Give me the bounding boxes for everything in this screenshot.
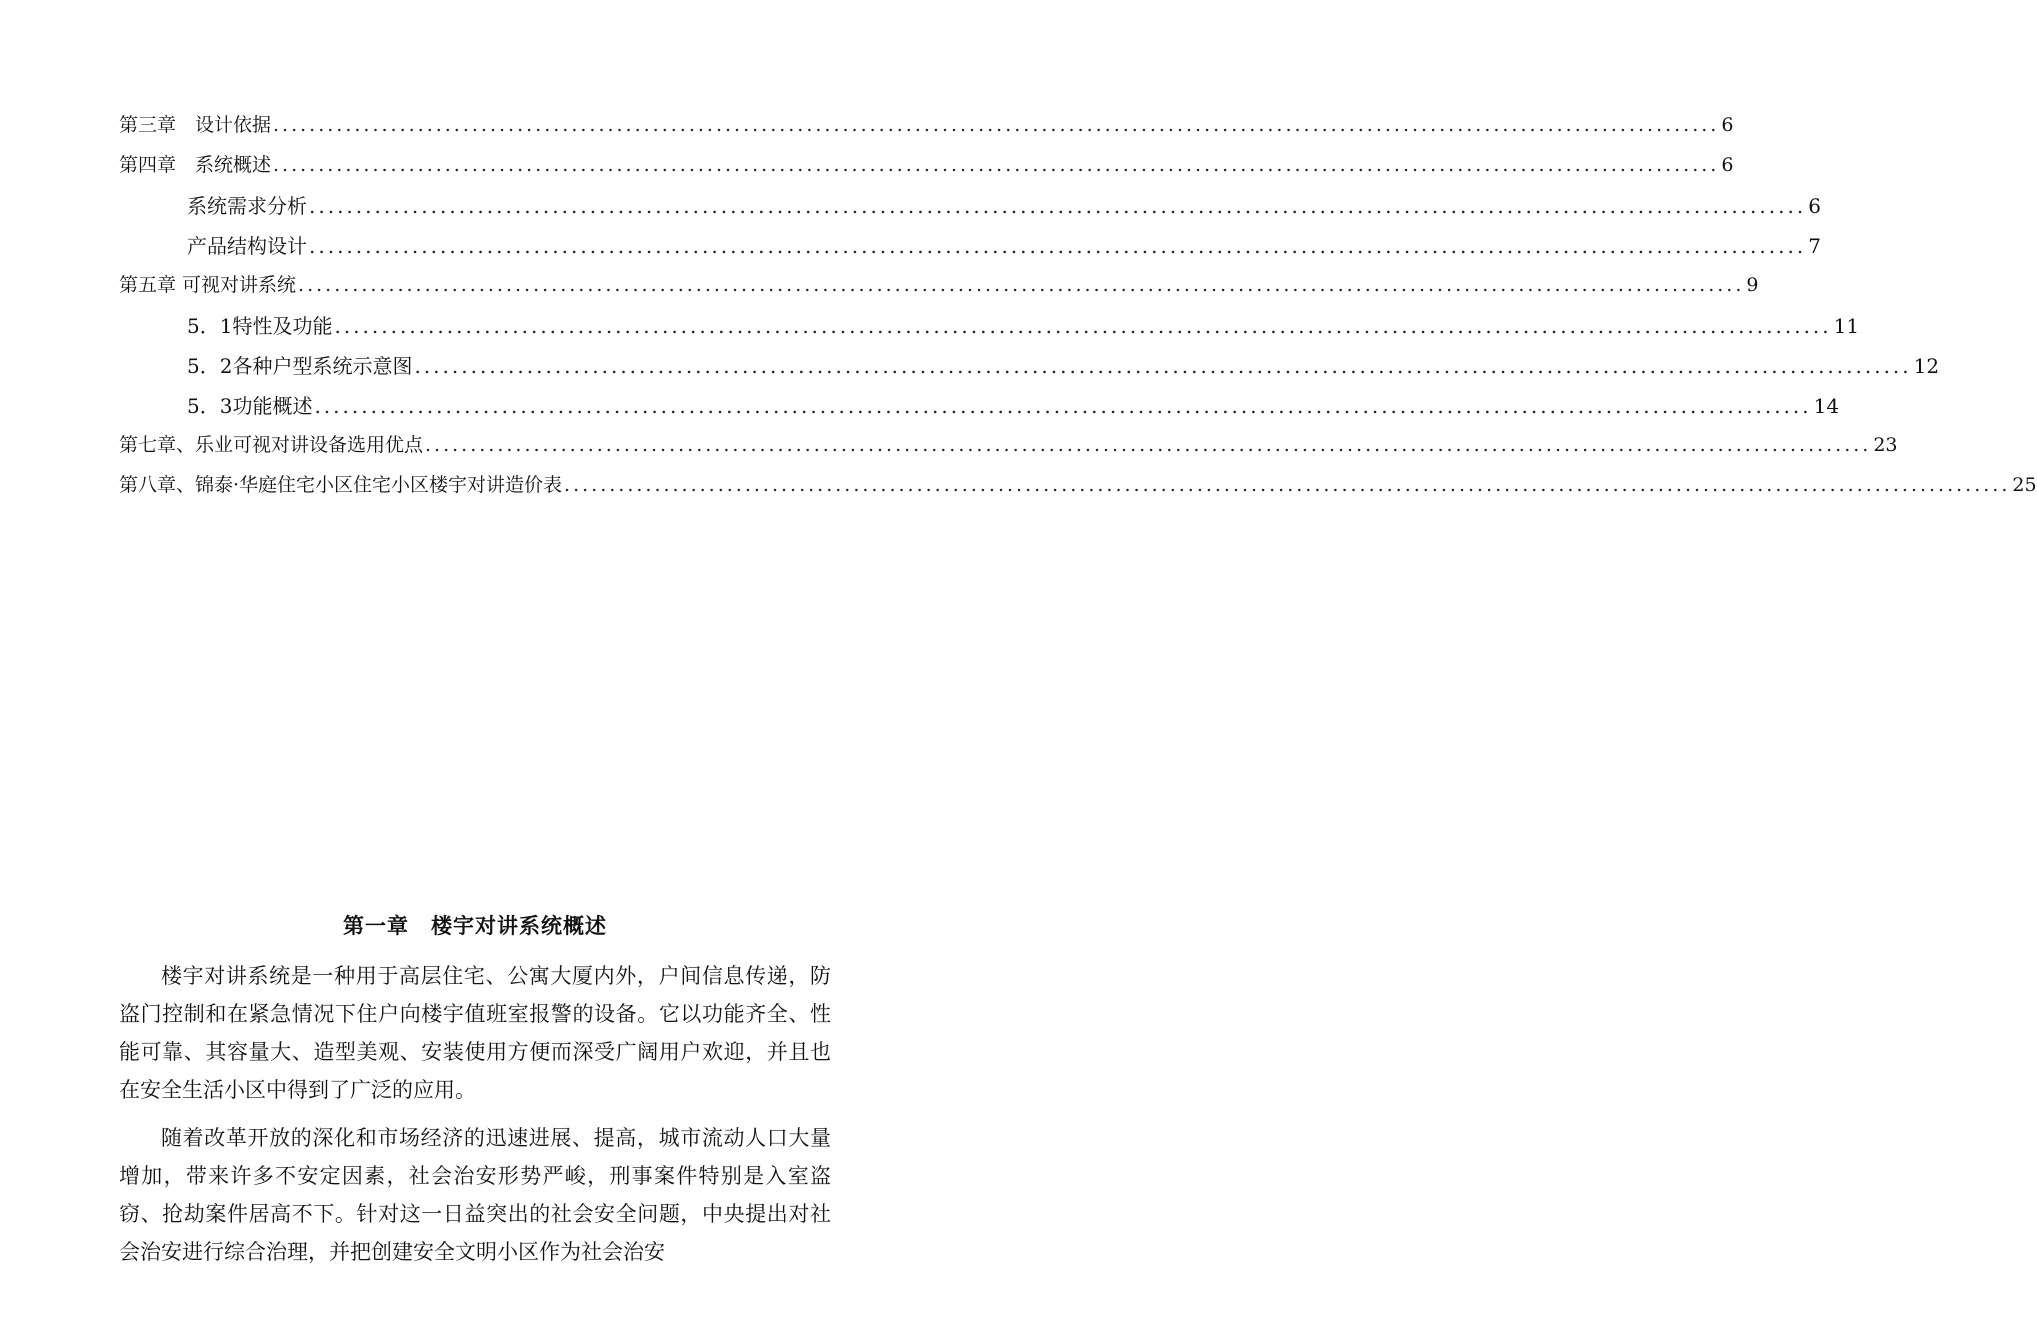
toc-entry-title: 5．3功能概述: [187, 394, 313, 418]
toc-entry[interactable]: [119, 470, 2037, 510]
toc-entry-title: 产品结构设计: [187, 234, 307, 258]
toc-entry-title: 系统需求分析: [187, 194, 307, 218]
toc-entry[interactable]: [119, 270, 1759, 310]
toc-entry-page: 7: [1808, 234, 1821, 258]
toc-entry-page: 6: [1721, 154, 1734, 176]
table-of-contents: [119, 110, 2037, 510]
body-paragraph: 随着改革开放的深化和市场经济的迅速进展、提高，城市流动人口大量增加，带来许多不安定因素，社会治安形势严峻，刑事案件特别是入室盗窃、抢劫案件居高不下。针对这一日益突出的社会安全问题，中央提出对社会治安进行综合治理，并把创建安全文明小区作为社会治安: [119, 1126, 831, 1264]
toc-entry-page: 14: [1813, 394, 1840, 418]
toc-entry-page: 12: [1913, 354, 1940, 378]
toc-subentry[interactable]: [119, 390, 1840, 430]
toc-entry[interactable]: [119, 430, 1898, 470]
toc-entry-page: 6: [1808, 194, 1821, 218]
body-paragraph: 楼宇对讲系统是一种用于高层住宅、公寓大厦内外，户间信息传递，防盗门控制和在紧急情况下住户向楼宇值班室报警的设备。它以功能齐全、性能可靠、其容量大、造型美观、安装使用方便而深受广阔用户欢迎，并且也在安全生活小区中得到了广泛的应用。: [119, 964, 831, 1102]
toc-entry-page: 11: [1833, 314, 1860, 338]
toc-subentry[interactable]: [119, 230, 1821, 270]
toc-subentry[interactable]: [119, 310, 1860, 350]
toc-dot-leader: ................................................................................................................................................................: [564, 474, 2011, 496]
toc-dot-leader: ................................................................................................................................................................: [309, 234, 1807, 258]
toc-entry-title: 第七章、乐业可视对讲设备选用优点: [119, 434, 424, 456]
toc-dot-leader: ................................................................................................................................................................: [309, 194, 1807, 218]
toc-dot-leader: ................................................................................................................................................................: [298, 274, 1745, 296]
toc-entry-title: 5．2各种户型系统示意图: [187, 354, 413, 378]
toc-entry-title: 第五章 可视对讲系统: [119, 274, 297, 296]
chapter-heading: 第一章 楼宇对讲系统概述: [343, 913, 607, 938]
toc-entry-page: 6: [1721, 114, 1734, 136]
toc-dot-leader: ................................................................................................................................................................: [273, 154, 1720, 176]
toc-subentry[interactable]: [119, 190, 1821, 230]
toc-entry-page: 25: [2012, 474, 2037, 496]
chapter-body: [119, 957, 831, 1281]
toc-entry-title: 第四章 系统概述: [119, 154, 272, 176]
toc-entry-title: 第八章、锦泰·华庭住宅小区住宅小区楼宇对讲造价表: [119, 474, 563, 496]
toc-subentry[interactable]: [119, 350, 1940, 390]
toc-entry-page: 23: [1873, 434, 1898, 456]
toc-dot-leader: ................................................................................................................................................................: [414, 354, 1912, 378]
toc-dot-leader: ................................................................................................................................................................: [334, 314, 1832, 338]
toc-entry-title: 5．1特性及功能: [187, 314, 333, 338]
toc-dot-leader: ................................................................................................................................................................: [314, 394, 1812, 418]
toc-entry[interactable]: [119, 150, 1734, 190]
toc-dot-leader: ................................................................................................................................................................: [273, 114, 1720, 136]
toc-entry-page: 9: [1746, 274, 1759, 296]
toc-dot-leader: ................................................................................................................................................................: [425, 434, 1872, 456]
toc-entry[interactable]: [119, 110, 1734, 150]
toc-entry-title: 第三章 设计依据: [119, 114, 272, 136]
